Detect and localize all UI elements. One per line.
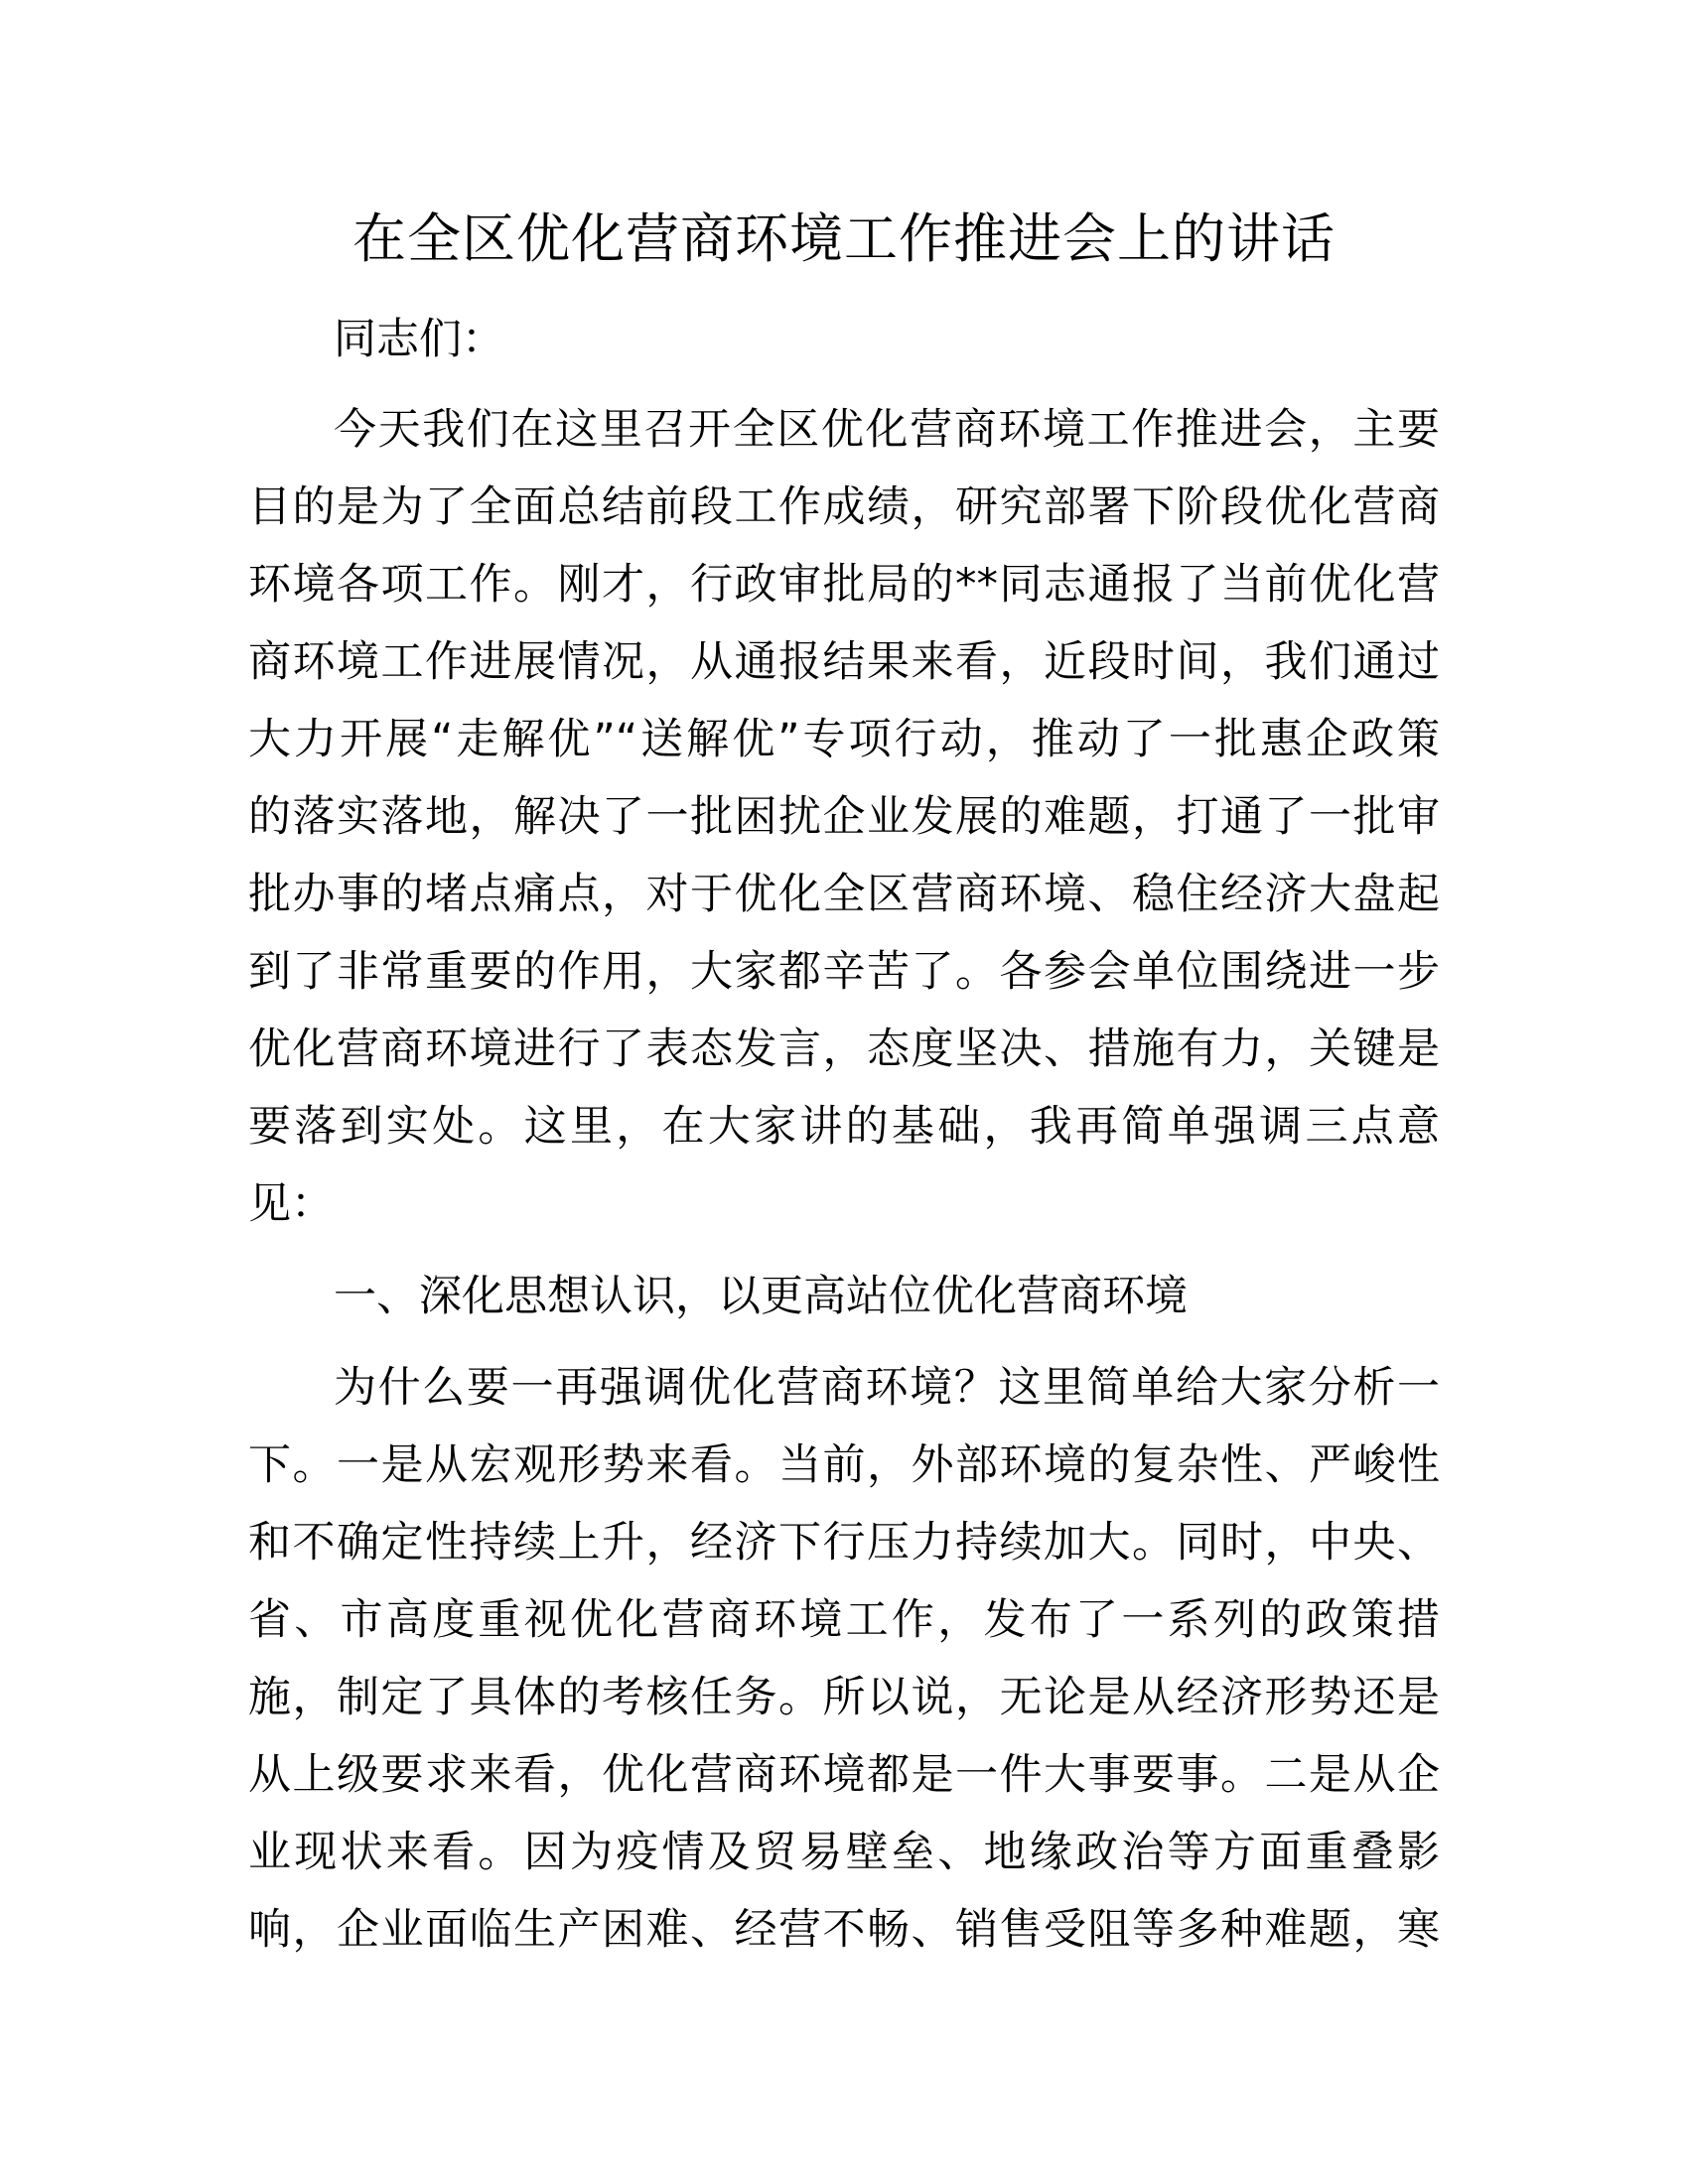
paragraph-line: 为什么要一再强调优化营商环境？这里简单给大家分析一 — [334, 1363, 1440, 1413]
paragraph-line: 的落实落地，解决了一批困扰企业发展的难题，打通了一批审 — [248, 792, 1440, 842]
document-title: 在全区优化营商环境工作推进会上的讲话 — [352, 207, 1336, 270]
section-heading: 一、深化思想认识，以更高站位优化营商环境 — [334, 1272, 1188, 1321]
paragraph-line: 环境各项工作。刚才，行政审批局的**同志通报了当前优化营 — [248, 560, 1440, 610]
paragraph-line: 大力开展“走解优”“送解优”专项行动，推动了一批惠企政策 — [248, 715, 1440, 764]
paragraph-line: 下。一是从宏观形势来看。当前，外部环境的复杂性、严峻性 — [248, 1440, 1440, 1490]
paragraph-line: 目的是为了全面总结前段工作成绩，研究部署下阶段优化营商 — [248, 482, 1440, 532]
paragraph-line: 省、市高度重视优化营商环境工作，发布了一系列的政策措 — [248, 1595, 1440, 1645]
salutation: 同志们： — [334, 315, 504, 364]
paragraph-line: 响，企业面临生产困难、经营不畅、销售受阻等多种难题，寒 — [248, 1905, 1440, 1955]
paragraph-line: 施，制定了具体的考核任务。所以说，无论是从经济形势还是 — [248, 1673, 1440, 1722]
paragraph-line: 从上级要求来看，优化营商环境都是一件大事要事。二是从企 — [248, 1750, 1440, 1800]
paragraph-line: 今天我们在这里召开全区优化营商环境工作推进会，主要 — [334, 405, 1440, 455]
paragraph-line: 业现状来看。因为疫情及贸易壁垒、地缘政治等方面重叠影 — [248, 1828, 1440, 1877]
paragraph-line: 见： — [248, 1179, 334, 1229]
paragraph-line: 到了非常重要的作用，大家都辛苦了。各参会单位围绕进一步 — [248, 947, 1440, 997]
paragraph-line: 要落到实处。这里，在大家讲的基础，我再简单强调三点意 — [248, 1102, 1440, 1152]
paragraph-line: 商环境工作进展情况，从通报结果来看，近段时间，我们通过 — [248, 637, 1440, 687]
paragraph-line: 优化营商环境进行了表态发言，态度坚决、措施有力，关键是 — [248, 1024, 1440, 1074]
paragraph-line: 批办事的堵点痛点，对于优化全区营商环境、稳住经济大盘起 — [248, 870, 1440, 919]
paragraph-line: 和不确定性持续上升，经济下行压力持续加大。同时，中央、 — [248, 1518, 1440, 1568]
